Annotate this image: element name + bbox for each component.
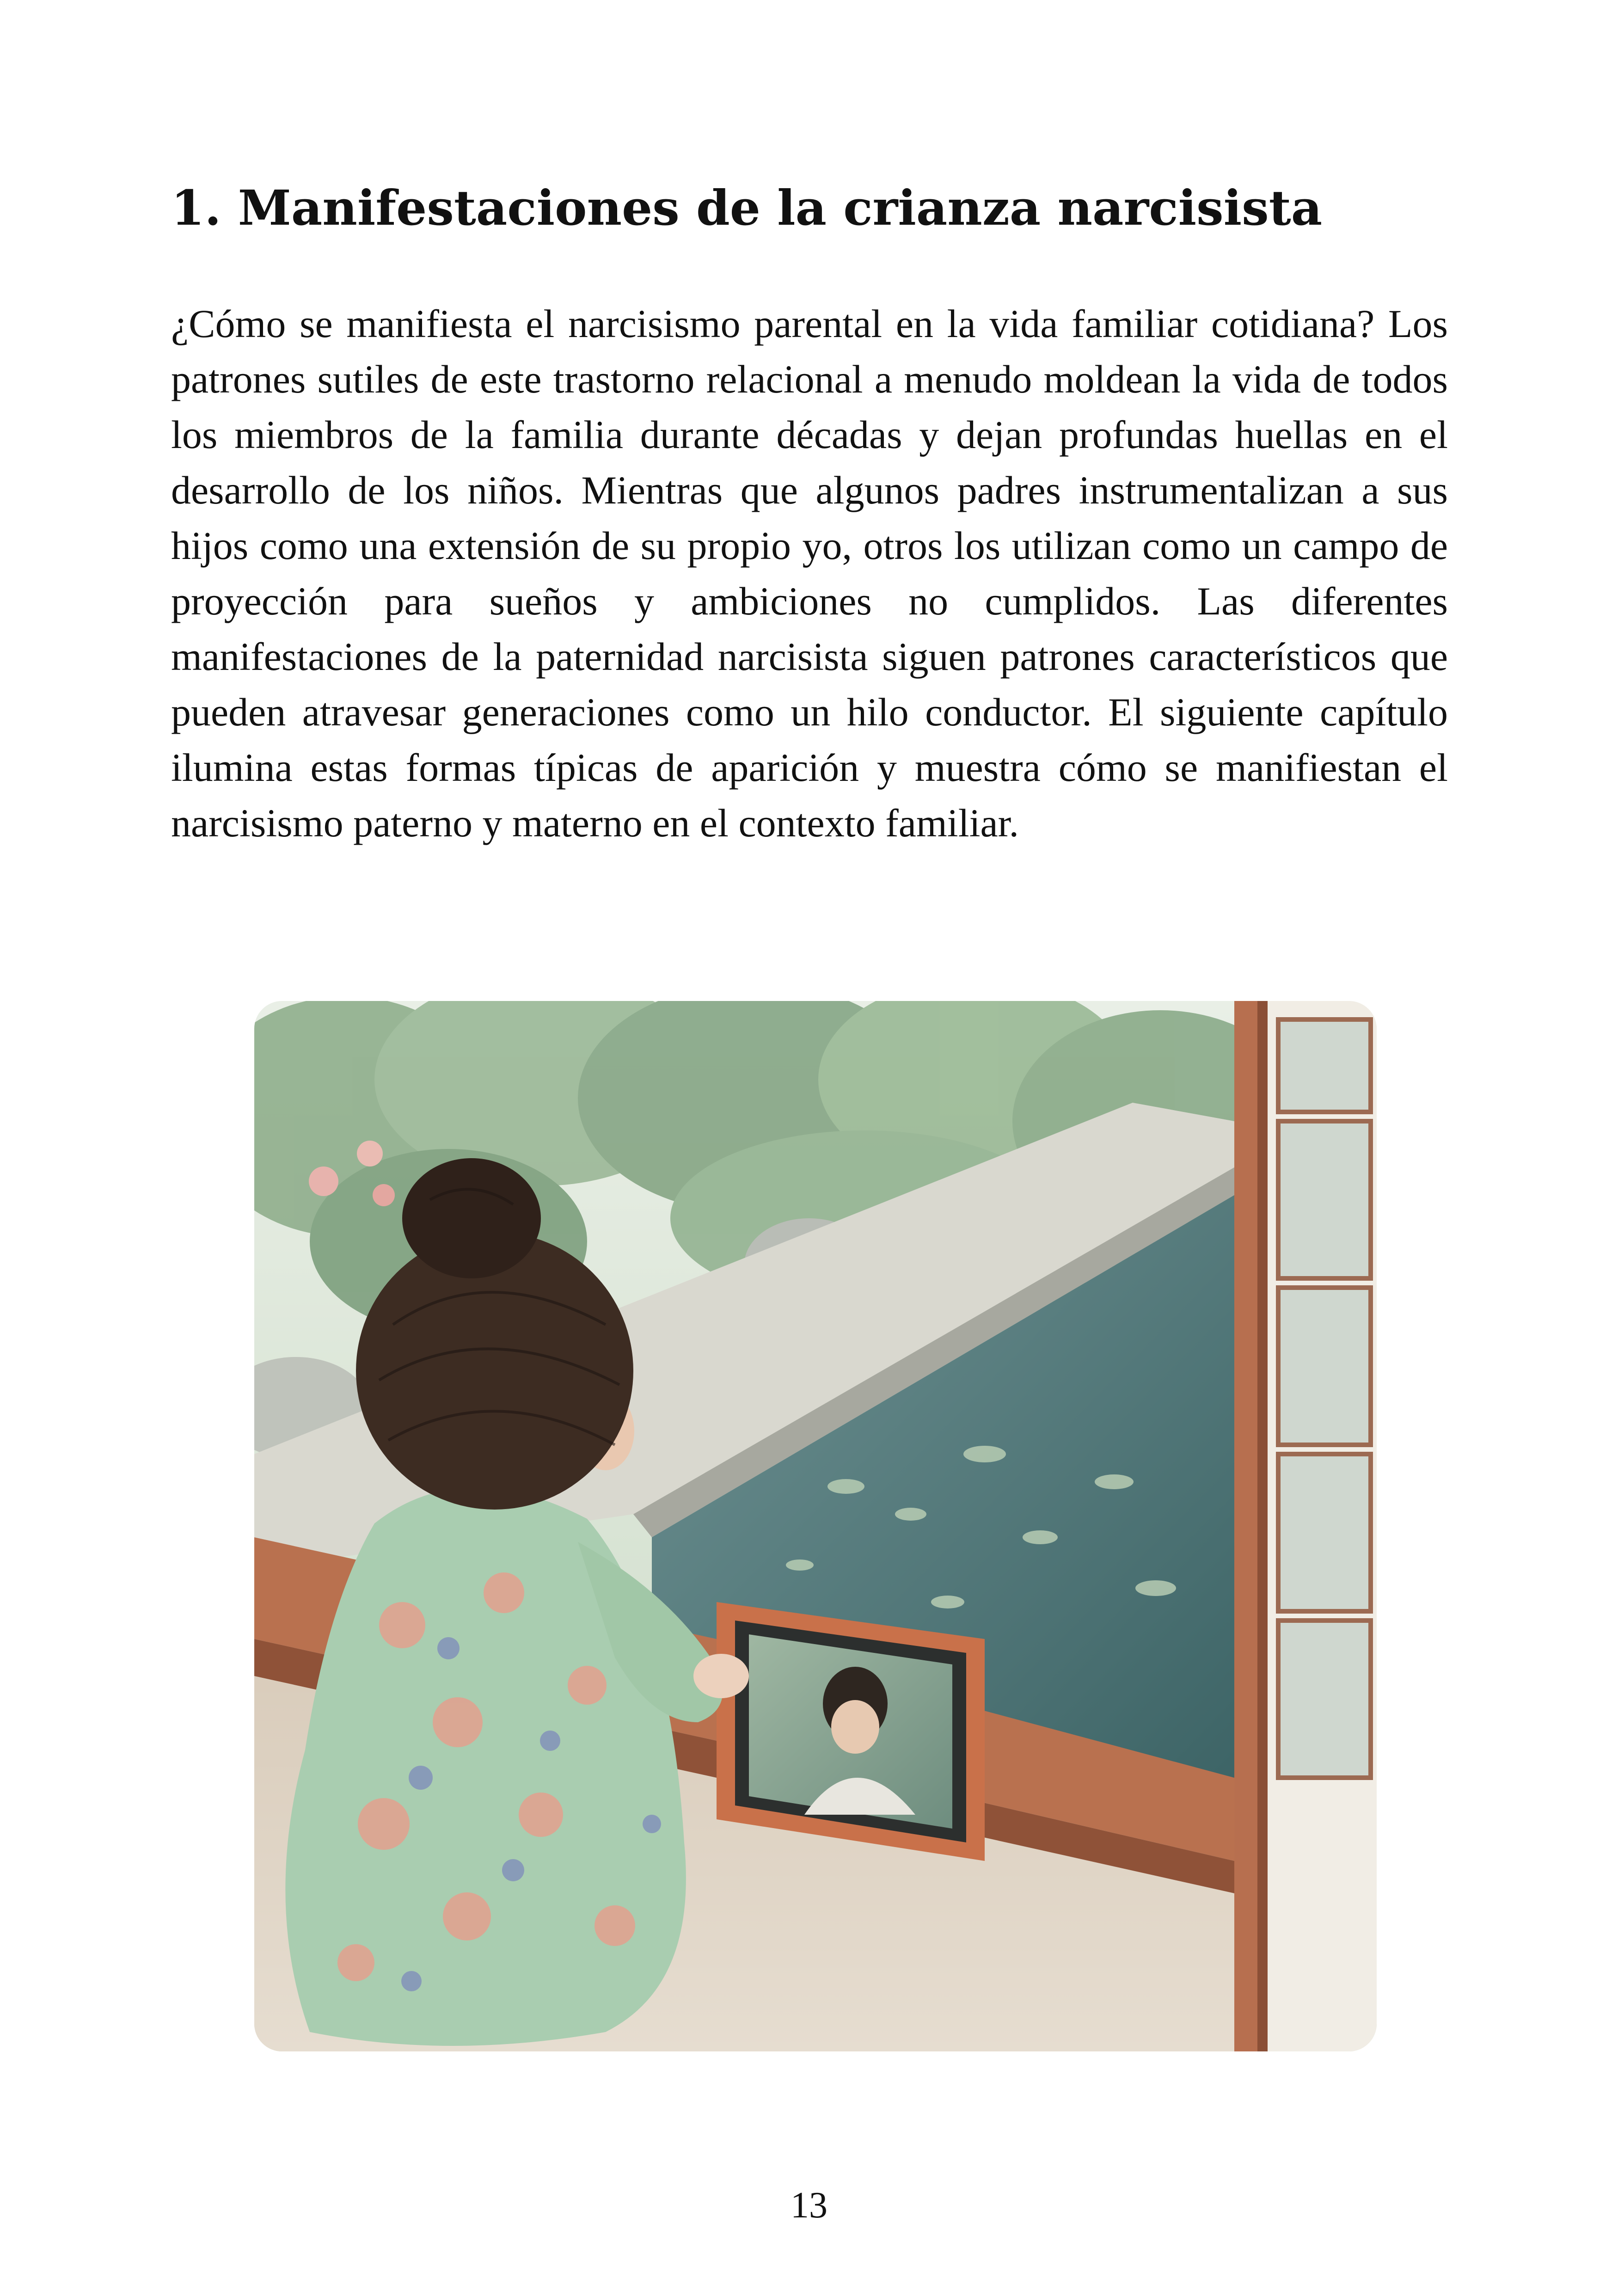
shoji-panes (1278, 1019, 1371, 1778)
chapter-title: 1. Manifestaciones de la crianza narcisista (171, 179, 1323, 236)
body-paragraph: ¿Cómo se manifiesta el narcisismo parental en la vida familiar cotidiana? Los patrones sutiles de este trastorno relacional a menudo moldean la vida de todos los miembros de la familia durante décadas y dejan profundas huellas en el desarrollo de los niños. Mientras que algunos padres instrumentalizan a sus hijos como una extensión de su propio yo, otros los utilizan como un campo de proyección para sueños y ambiciones no cumplidos. Las diferentes manifestaciones de la paternidad narcisista siguen patrones característicos que pueden atravesar generaciones como un hilo conductor. El siguiente capítulo ilumina estas formas típicas de aparición y muestra cómo se manifiestan el narcisismo paterno y materno en el contexto familiar. (171, 301, 1448, 845)
watercolor-illustration (254, 1001, 1377, 2051)
page-number: 13 (791, 2185, 827, 2226)
tablet-device (717, 1602, 985, 1861)
